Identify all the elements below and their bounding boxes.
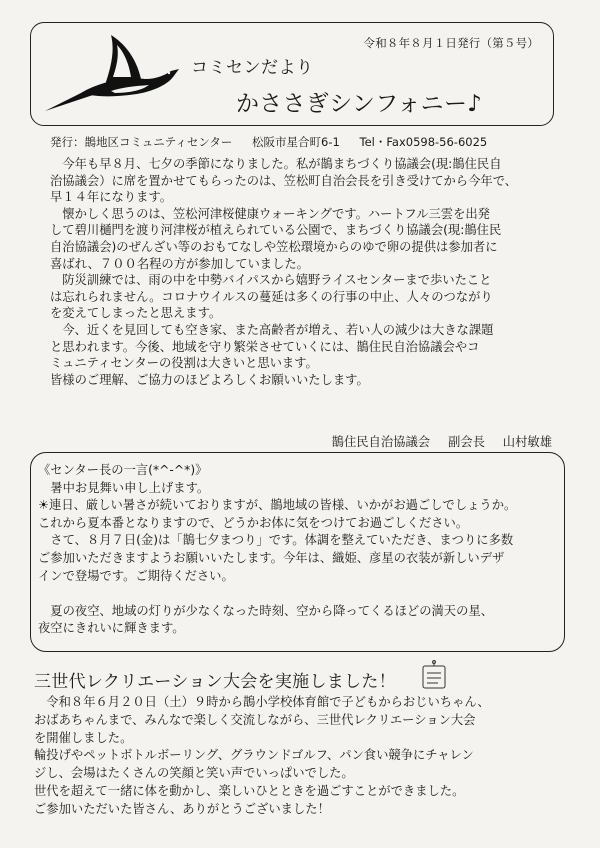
paragraph-gap [38, 585, 553, 603]
article-line: を変えてしまったと思えます。 [50, 306, 222, 321]
signature-name: 山村敏雄 [502, 435, 552, 449]
publisher-issuer: 発行：鵲地区コミュニティセンター [50, 135, 233, 149]
chief-line: さて、８月７日(金)は「鵲七夕まつり」です。体調を整えていただき、まつりに多数 [38, 533, 514, 548]
article-line: 今年も早８月、七夕の季節になりました。私が鵲まちづくり協議会(現:鵲住民自 [50, 157, 502, 171]
article-line: 喜ばれ、７００名程の方が参加していました。 [50, 256, 309, 271]
recreation-line: ご参加いただいた皆さん、ありがとうございました！ [34, 801, 330, 816]
masthead-box [30, 22, 554, 126]
article-line: 皆様のご理解、ご協力のほどよろしくお願いいたします。 [50, 372, 369, 387]
article-line: 治協議会）に席を置かせてもらったのは、笠松町自治会長を引き受けてから今年で、 [50, 173, 518, 188]
publisher-line [50, 134, 503, 150]
recreation-heading: 三世代レクリエーション大会を実施しました！ [34, 672, 396, 692]
article-line: 防災訓練では、雨の中を中勢バイパスから嬉野ライスセンターまで歩いたこと [50, 273, 492, 288]
magpie-icon [41, 31, 189, 115]
chief-message [38, 462, 553, 638]
recreation-line: ジし、会場はたくさんの笑顔と笑い声でいっぱいでした。 [34, 766, 354, 781]
publisher-contact: Tel・Fax0598-56-6025 [359, 135, 488, 149]
article-line: ミュニティセンターの役割は大きいと思います。 [50, 356, 318, 371]
chief-line: 夜空にきれいに輝きます。 [38, 621, 185, 636]
publisher-address: 松阪市星合町6-1 [252, 135, 340, 149]
vice-chair-article [50, 156, 565, 388]
chief-heading: 《センター長の一言(*^-^*)》 [38, 463, 208, 477]
nametag-icon [420, 660, 448, 690]
chief-line: ご参加いただきますようお願いいたします。今年は、織姫、彦星の衣装が新しいデザ [38, 550, 505, 565]
recreation-line: 輪投げやペットボトルボーリング、グラウンドゴルフ、パン食い競争にチャレン [34, 748, 474, 763]
article-line: 今、近くを見回しても空き家、また高齢者が増え、若い人の減少は大きな課題 [50, 322, 494, 337]
recreation-line: 令和８年６月２０日（土）９時から鵲小学校体育館で子どもからおじいちゃん、 [34, 695, 490, 709]
article-signature [200, 432, 552, 450]
chief-line: これから夏本番となりますので、どうかお体に気をつけてお過ごしください。 [38, 515, 469, 530]
signature-org: 鵲住民自治協議会 [331, 435, 431, 449]
signature-role: 副会長 [447, 435, 485, 449]
chief-line: インで登場です。ご期待ください。 [38, 568, 234, 583]
chief-line: 夏の夜空、地域の灯りが少なくなった時刻、空から降ってくるほどの満天の星、 [38, 603, 493, 618]
recreation-article [34, 694, 564, 819]
chief-line: 暑中お見舞い申し上げます。 [38, 480, 210, 495]
issue-date: 令和８年８月１日発行（第５号） [363, 36, 539, 50]
chief-line: ☀連日、厳しい暑さが続いておりますが、鵲地域の皆様、いかがお過ごしでしょうか。 [38, 498, 517, 513]
article-line: 自治協議会)のぜんざい等のおもてなしや笠松環境からのゆで卵の提供は参加者に [50, 239, 498, 254]
article-line: と思われます。今後、地域を守り繁栄させていくには、鵲住民自治協議会やコ [50, 339, 480, 354]
newsletter-subtitle: コミセンだより [191, 58, 314, 78]
article-line: して碧川樋門を渡り河津桜が植えられている公園で、まちづくり協議会(現:鵲住民 [50, 223, 502, 238]
recreation-line: を開催しました。 [34, 730, 133, 745]
article-line: は忘れられません。コロナウイルスの蔓延は多くの行事の中止、人々のつながり [50, 289, 493, 304]
newsletter-title: かささぎシンフォニー♪ [236, 91, 483, 117]
recreation-line: おばあちゃんまで、みんなで楽しく交流しながら、三世代レクリエーション大会 [34, 712, 476, 727]
article-line: 早１４年になります。 [50, 190, 172, 205]
article-line: 懐かしく思うのは、笠松河津桜健康ウォーキングです。ハートフル三雲を出発 [50, 206, 490, 221]
recreation-line: 世代を超えて一緒に体を動かし、楽しいひとときを過ごすことができました。 [34, 783, 465, 798]
